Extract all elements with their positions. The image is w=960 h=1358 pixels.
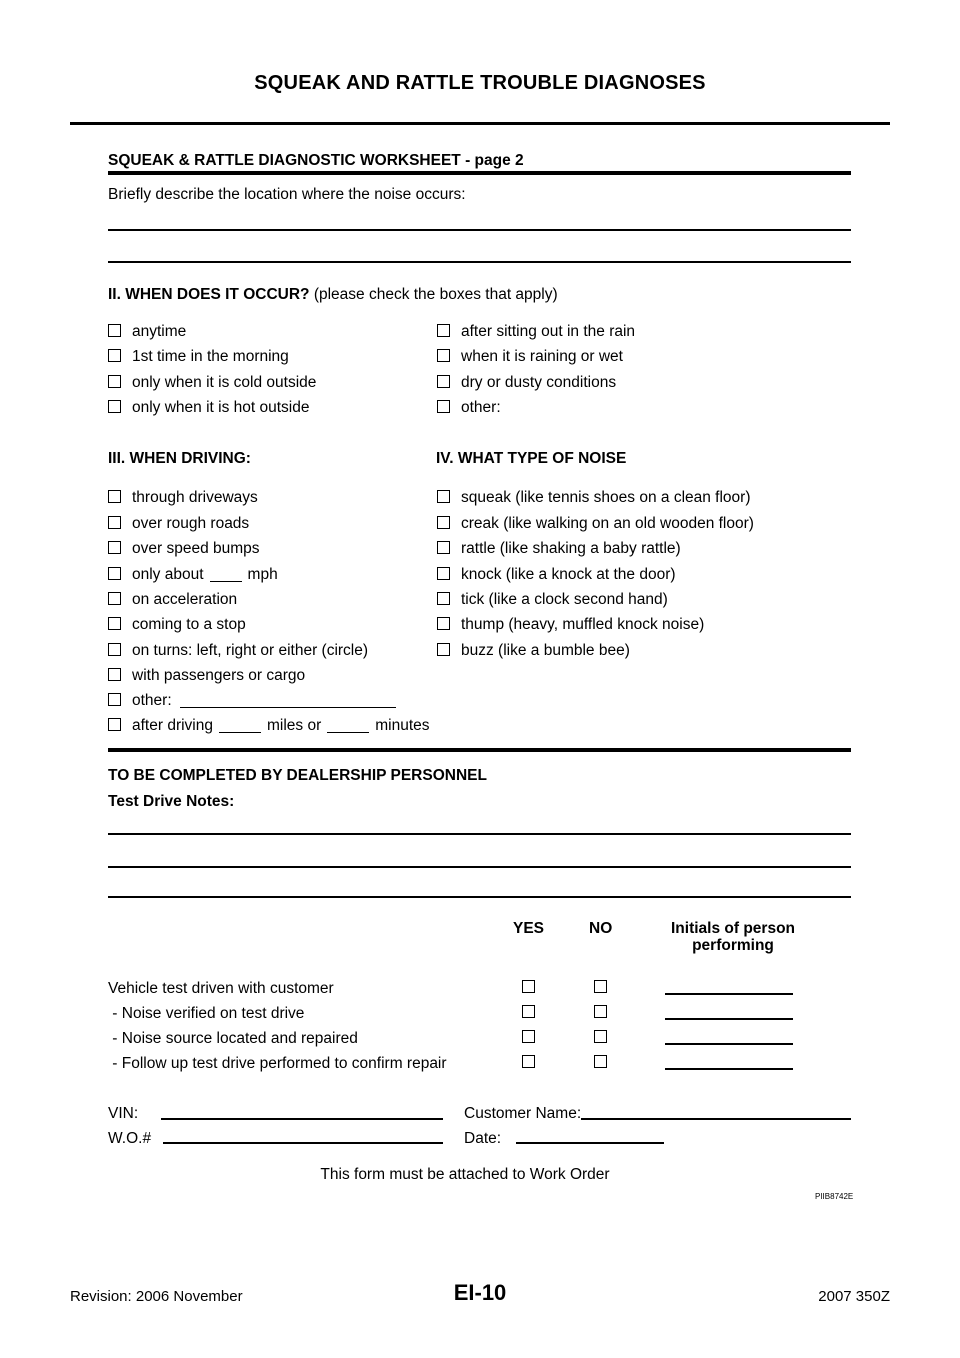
initials-line[interactable] <box>665 1043 793 1045</box>
checkbox-item[interactable] <box>108 323 186 341</box>
checkbox[interactable] <box>108 567 121 580</box>
checkbox[interactable] <box>108 400 121 413</box>
checkbox-item[interactable] <box>437 540 681 558</box>
yes-checkbox[interactable] <box>522 1005 535 1018</box>
checkbox-item[interactable] <box>437 348 623 366</box>
attach-note: This form must be attached to Work Order <box>320 1166 610 1183</box>
wo-line[interactable] <box>163 1142 443 1144</box>
checkbox[interactable] <box>108 592 121 605</box>
footer-page-number: EI-10 <box>453 1280 507 1305</box>
customer-name-label: Customer Name: <box>464 1105 582 1122</box>
location-prompt: Briefly describe the location where the noise occurs: <box>108 186 466 203</box>
section4-heading: IV. WHAT TYPE OF NOISE <box>436 450 627 467</box>
col-yes: YES <box>513 920 545 937</box>
date-line[interactable] <box>516 1142 664 1144</box>
checkbox-item[interactable] <box>108 616 246 634</box>
initials-line[interactable] <box>665 993 793 995</box>
notes-line-2[interactable] <box>108 866 851 868</box>
section2-heading: II. WHEN DOES IT OCCUR? <box>108 286 310 303</box>
vin-line[interactable] <box>161 1118 443 1120</box>
checkbox-item[interactable] <box>108 374 316 392</box>
checkbox-item[interactable] <box>108 591 237 609</box>
checkbox[interactable] <box>108 693 121 706</box>
checkbox-item[interactable] <box>437 399 501 417</box>
wo-label: W.O.# <box>108 1130 152 1147</box>
checkbox-label: tick (like a clock second hand) <box>461 591 668 608</box>
checkbox-label: on acceleration <box>132 591 238 608</box>
checkbox[interactable] <box>437 643 450 656</box>
checkbox[interactable] <box>108 516 121 529</box>
checkbox-label: creak (like walking on an old wooden floor) <box>461 515 754 532</box>
section-divider <box>108 748 851 752</box>
notes-line-1[interactable] <box>108 833 851 835</box>
checkbox[interactable] <box>108 324 121 337</box>
worksheet-title-rule <box>108 171 851 175</box>
checkbox-label: only when it is hot outside <box>132 399 310 416</box>
checkbox[interactable] <box>437 541 450 554</box>
customer-name-line[interactable] <box>581 1118 851 1120</box>
checkbox-label: over speed bumps <box>132 540 260 557</box>
checkbox-label: on turns: left, right or either (circle) <box>132 642 369 659</box>
section2-heading-row <box>108 286 558 304</box>
checkbox-label: after sitting out in the rain <box>461 323 636 340</box>
checkbox[interactable] <box>437 349 450 362</box>
checkbox-item[interactable] <box>108 348 289 366</box>
verify-row-label: - Follow up test drive performed to confirm repair <box>108 1055 447 1072</box>
checkbox-item[interactable] <box>437 616 704 634</box>
figure-id: PIIB8742E <box>815 1192 854 1201</box>
checkbox-label: through driveways <box>132 489 258 506</box>
checkbox-label: anytime <box>132 323 187 340</box>
worksheet-title: SQUEAK & RATTLE DIAGNOSTIC WORKSHEET - page 2 <box>108 152 524 169</box>
checkbox[interactable] <box>437 567 450 580</box>
header-rule <box>70 122 890 125</box>
checkbox[interactable] <box>437 324 450 337</box>
section2-note: (please check the boxes that apply) <box>313 286 558 303</box>
checkbox-item[interactable] <box>108 642 368 660</box>
verify-row-label: - Noise verified on test drive <box>108 1005 305 1022</box>
location-line-1[interactable] <box>108 229 851 231</box>
no-checkbox[interactable] <box>594 980 607 993</box>
initials-line[interactable] <box>665 1018 793 1020</box>
checkbox[interactable] <box>437 516 450 529</box>
checkbox-label: buzz (like a bumble bee) <box>461 642 630 659</box>
miles-blank[interactable] <box>219 719 261 733</box>
checkbox[interactable] <box>108 349 121 362</box>
checkbox-label: other: <box>132 692 172 709</box>
checkbox-item[interactable] <box>108 717 430 735</box>
checkbox-item[interactable] <box>437 642 630 660</box>
section3-heading: III. WHEN DRIVING: <box>108 450 251 467</box>
checkbox-item[interactable] <box>108 515 249 533</box>
yes-checkbox[interactable] <box>522 1055 535 1068</box>
checkbox-label: miles or <box>266 717 322 734</box>
checkbox-item[interactable] <box>437 591 668 609</box>
checkbox[interactable] <box>108 718 121 731</box>
footer-model: 2007 350Z <box>818 1288 890 1305</box>
checkbox-label: mph <box>247 566 278 583</box>
other-blank[interactable] <box>180 694 396 708</box>
no-checkbox[interactable] <box>594 1030 607 1043</box>
col-initials <box>648 920 818 954</box>
checkbox-label: only when it is cold outside <box>132 374 317 391</box>
checkbox[interactable] <box>437 400 450 413</box>
checkbox[interactable] <box>437 490 450 503</box>
checkbox[interactable] <box>437 592 450 605</box>
no-checkbox[interactable] <box>594 1005 607 1018</box>
checkbox-label: coming to a stop <box>132 616 246 633</box>
checkbox[interactable] <box>437 617 450 630</box>
checkbox-label: squeak (like tennis shoes on a clean floor) <box>461 489 751 506</box>
checkbox-item[interactable] <box>437 566 676 584</box>
checkbox-label: when it is raining or wet <box>461 348 623 365</box>
checkbox-item[interactable] <box>108 399 310 417</box>
minutes-blank[interactable] <box>327 719 369 733</box>
checkbox-item[interactable] <box>437 374 616 392</box>
checkbox-item[interactable] <box>108 692 399 710</box>
checkbox-label: with passengers or cargo <box>132 667 306 684</box>
checkbox-item[interactable] <box>108 566 278 584</box>
verify-row-label: - Noise source located and repaired <box>108 1030 358 1047</box>
checkbox-label: knock (like a knock at the door) <box>461 566 676 583</box>
checkbox[interactable] <box>108 375 121 388</box>
mph-blank[interactable] <box>210 568 242 582</box>
checkbox-label: rattle (like shaking a baby rattle) <box>461 540 681 557</box>
notes-line-3[interactable] <box>108 896 851 898</box>
checkbox-label: 1st time in the morning <box>132 348 289 365</box>
checkbox[interactable] <box>437 375 450 388</box>
verify-row-label: Vehicle test driven with customer <box>108 980 334 997</box>
checkbox[interactable] <box>108 617 121 630</box>
col-no: NO <box>589 920 613 937</box>
yes-checkbox[interactable] <box>522 980 535 993</box>
date-label: Date: <box>464 1130 502 1147</box>
checkbox-label: only about <box>132 566 204 583</box>
checkbox-item[interactable] <box>437 489 751 507</box>
checkbox[interactable] <box>108 668 121 681</box>
checkbox-item[interactable] <box>108 540 260 558</box>
checkbox[interactable] <box>108 490 121 503</box>
initials-line[interactable] <box>665 1068 793 1070</box>
checkbox-item[interactable] <box>108 667 305 685</box>
col-initials-line2: performing <box>692 937 774 954</box>
checkbox-label: dry or dusty conditions <box>461 374 617 391</box>
checkbox-label: other: <box>461 399 501 416</box>
dealer-heading: TO BE COMPLETED BY DEALERSHIP PERSONNEL <box>108 767 487 784</box>
checkbox-label: over rough roads <box>132 515 250 532</box>
checkbox[interactable] <box>108 541 121 554</box>
vin-label: VIN: <box>108 1105 139 1122</box>
checkbox-label: thump (heavy, muffled knock noise) <box>461 616 705 633</box>
footer-revision: Revision: 2006 November <box>70 1288 243 1305</box>
checkbox[interactable] <box>108 643 121 656</box>
page-title: SQUEAK AND RATTLE TROUBLE DIAGNOSES <box>254 72 706 94</box>
col-initials-line1: Initials of person <box>670 920 795 937</box>
no-checkbox[interactable] <box>594 1055 607 1068</box>
checkbox-label: after driving <box>132 717 213 734</box>
location-line-2[interactable] <box>108 261 851 263</box>
checkbox-label: minutes <box>375 717 430 734</box>
yes-checkbox[interactable] <box>522 1030 535 1043</box>
checkbox-item[interactable] <box>108 489 258 507</box>
checkbox-item[interactable] <box>437 515 754 533</box>
test-drive-notes-label: Test Drive Notes: <box>108 793 235 810</box>
checkbox-item[interactable] <box>437 323 635 341</box>
